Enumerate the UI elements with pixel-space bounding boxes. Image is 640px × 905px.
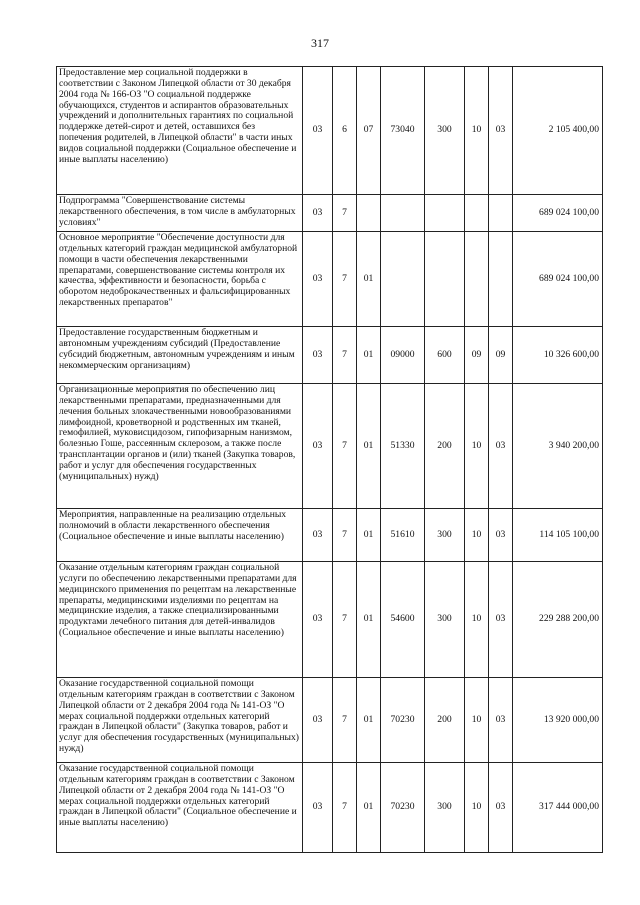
subsection-code-cell: 03	[489, 678, 513, 763]
program-code-cell: 7	[333, 327, 357, 384]
program-code-cell: 7	[333, 678, 357, 763]
table-row	[57, 562, 603, 678]
amount-cell: 3 940 200,00	[513, 384, 603, 509]
admin-code-cell: 03	[303, 384, 333, 509]
subprogram-code-cell: 01	[357, 384, 381, 509]
amount-cell: 229 288 200,00	[513, 562, 603, 678]
table-row	[57, 509, 603, 562]
measure-code-cell	[381, 195, 425, 232]
page-number: 317	[311, 36, 329, 50]
measure-code-cell	[381, 232, 425, 327]
expense-type-code-cell: 200	[425, 678, 465, 763]
expense-description-cell: Организационные мероприятия по обеспечению лиц лекарственными препаратами, предназначенными для лечения больных злокачественными новообразованиями лимфоидной, кроветворной и родственных им тканей, гемофилией, муковисцидозом, гипофизарным нанизмом, болезнью Гоше, рассеянным склерозом, а также после трансплантации органов и (или) тканей (Закупка товаров, работ и услуг для обеспечения государственных (муниципальных) нужд)	[57, 384, 303, 509]
amount-cell: 13 920 000,00	[513, 678, 603, 763]
section-code-cell: 10	[465, 509, 489, 562]
measure-code-cell: 73040	[381, 67, 425, 195]
budget-table	[56, 66, 603, 853]
table-row	[57, 232, 603, 327]
expense-description-cell: Основное мероприятие "Обеспечение доступности для отдельных категорий граждан медицинской амбулаторной помощи в части обеспечения лекарственными препаратами, совершенствование системы контроля их качества, эффективности и безопасности, борьба с оборотом недоброкачественных и фальсифицированных лекарственных препаратов"	[57, 232, 303, 327]
expense-type-code-cell	[425, 232, 465, 327]
subsection-code-cell: 03	[489, 562, 513, 678]
expense-description-cell: Подпрограмма "Совершенствование системы лекарственного обеспечения, в том числе в амбулаторных условиях"	[57, 195, 303, 232]
expense-description-cell: Предоставление государственным бюджетным и автономным учреждениям субсидий (Предоставление субсидий бюджетным, автономным учреждениям и иным некоммерческим организациям)	[57, 327, 303, 384]
subsection-code-cell: 03	[489, 763, 513, 853]
amount-cell: 114 105 100,00	[513, 509, 603, 562]
program-code-cell: 7	[333, 562, 357, 678]
admin-code-cell: 03	[303, 195, 333, 232]
admin-code-cell: 03	[303, 67, 333, 195]
amount-cell: 317 444 000,00	[513, 763, 603, 853]
expense-type-code-cell: 300	[425, 67, 465, 195]
table-row	[57, 327, 603, 384]
subsection-code-cell: 03	[489, 384, 513, 509]
table-row	[57, 384, 603, 509]
expense-description-cell: Оказание отдельным категориям граждан социальной услуги по обеспечению лекарственными препаратами для медицинского применения по рецептам на лекарственные препараты, медицинскими изделиями по рецептам на медицинские изделия, а также специализированными продуктами лечебного питания для детей-инвалидов (Социальное обеспечение и иные выплаты населению)	[57, 562, 303, 678]
admin-code-cell: 03	[303, 232, 333, 327]
expense-description-cell: Оказание государственной социальной помощи отдельным категориям граждан в соответствии с Законом Липецкой области от 2 декабря 2004 года № 141-ОЗ "О мерах социальной поддержки отдельных категорий граждан в Липецкой области" (Закупка товаров, работ и услуг для обеспечения государственных (муниципальных) нужд)	[57, 678, 303, 763]
subsection-code-cell	[489, 232, 513, 327]
section-code-cell: 10	[465, 562, 489, 678]
subprogram-code-cell: 01	[357, 509, 381, 562]
expense-type-code-cell: 300	[425, 763, 465, 853]
table-row	[57, 763, 603, 853]
expense-type-code-cell: 600	[425, 327, 465, 384]
subprogram-code-cell: 01	[357, 763, 381, 853]
subprogram-code-cell: 01	[357, 327, 381, 384]
program-code-cell: 7	[333, 195, 357, 232]
measure-code-cell: 54600	[381, 562, 425, 678]
admin-code-cell: 03	[303, 678, 333, 763]
budget-table-body	[57, 67, 603, 853]
table-row	[57, 678, 603, 763]
subprogram-code-cell: 01	[357, 562, 381, 678]
measure-code-cell: 70230	[381, 678, 425, 763]
amount-cell: 2 105 400,00	[513, 67, 603, 195]
table-row	[57, 195, 603, 232]
subsection-code-cell: 09	[489, 327, 513, 384]
expense-type-code-cell	[425, 195, 465, 232]
subsection-code-cell: 03	[489, 509, 513, 562]
admin-code-cell: 03	[303, 509, 333, 562]
section-code-cell: 10	[465, 384, 489, 509]
subsection-code-cell: 03	[489, 67, 513, 195]
subsection-code-cell	[489, 195, 513, 232]
section-code-cell	[465, 232, 489, 327]
program-code-cell: 7	[333, 232, 357, 327]
admin-code-cell: 03	[303, 562, 333, 678]
measure-code-cell: 70230	[381, 763, 425, 853]
expense-description-cell: Оказание государственной социальной помощи отдельным категориям граждан в соответствии с Законом Липецкой области от 2 декабря 2004 года № 141-ОЗ "О мерах социальной поддержки отдельных категорий граждан в Липецкой области" (Социальное обеспечение и иные выплаты населению)	[57, 763, 303, 853]
expense-type-code-cell: 300	[425, 509, 465, 562]
section-code-cell: 10	[465, 67, 489, 195]
subprogram-code-cell: 01	[357, 678, 381, 763]
section-code-cell: 09	[465, 327, 489, 384]
expense-description-cell: Предоставление мер социальной поддержки в соответствии с Законом Липецкой области от 30 декабря 2004 года № 166-ОЗ "О социальной поддержке обучающихся, студентов и аспирантов образовательных учреждений и дополнительных гарантиях по социальной поддержке детей-сирот и детей, оставшихся без попечения родителей, в Липецкой области" в части иных видов социальной поддержки (Социальное обеспечение и иные выплаты населению)	[57, 67, 303, 195]
expense-type-code-cell: 200	[425, 384, 465, 509]
measure-code-cell: 09000	[381, 327, 425, 384]
subprogram-code-cell	[357, 195, 381, 232]
amount-cell: 10 326 600,00	[513, 327, 603, 384]
expense-description-cell: Мероприятия, направленные на реализацию отдельных полномочий в области лекарственного обеспечения (Социальное обеспечение и иные выплаты населению)	[57, 509, 303, 562]
section-code-cell	[465, 195, 489, 232]
subprogram-code-cell: 01	[357, 232, 381, 327]
table-row	[57, 67, 603, 195]
admin-code-cell: 03	[303, 763, 333, 853]
program-code-cell: 7	[333, 763, 357, 853]
subprogram-code-cell: 07	[357, 67, 381, 195]
admin-code-cell: 03	[303, 327, 333, 384]
program-code-cell: 7	[333, 509, 357, 562]
measure-code-cell: 51330	[381, 384, 425, 509]
program-code-cell: 6	[333, 67, 357, 195]
section-code-cell: 10	[465, 678, 489, 763]
program-code-cell: 7	[333, 384, 357, 509]
amount-cell: 689 024 100,00	[513, 232, 603, 327]
measure-code-cell: 51610	[381, 509, 425, 562]
amount-cell: 689 024 100,00	[513, 195, 603, 232]
section-code-cell: 10	[465, 763, 489, 853]
expense-type-code-cell: 300	[425, 562, 465, 678]
